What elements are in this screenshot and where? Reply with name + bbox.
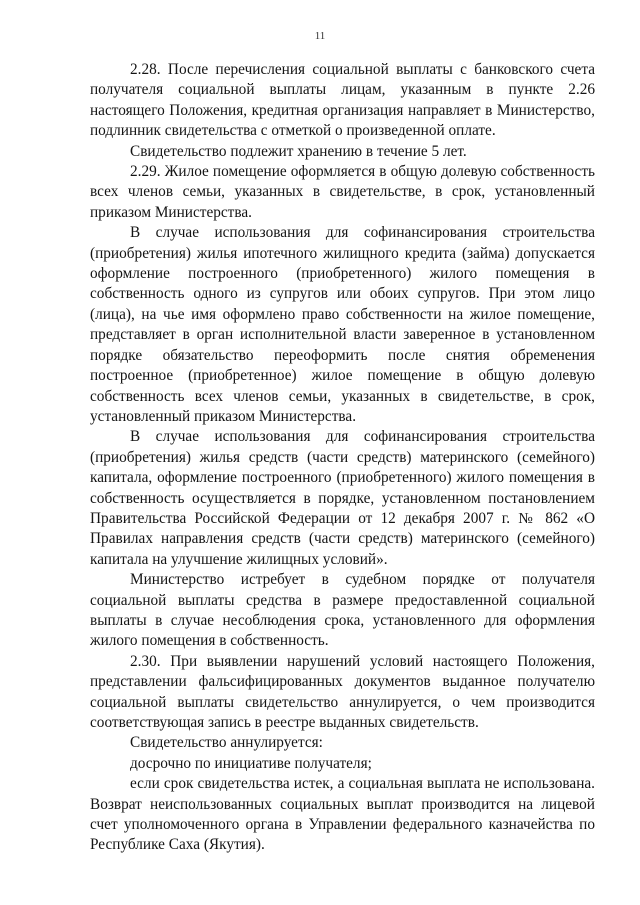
paragraph-annulment-heading: Свидетельство аннулируется: (130, 734, 323, 752)
paragraph-storage-period: Свидетельство подлежит хранению в течение 5 лет. (130, 142, 467, 160)
paragraph-annulment-early: досрочно по инициативе получателя; (130, 754, 372, 772)
page-number: 11 (314, 30, 326, 42)
paragraph-2-28: 2.28. После перечисления социальной выплаты с банковского счета получателя социальной выплаты лицам, указанным в пункте 2.26 настоящего Положения, кредитная организация направляет в Министерство, подлинник свидетельства с отметкой о произведенной оплате. (90, 61, 595, 140)
paragraph-2-30: 2.30. При выявлении нарушений условий настоящего Положения, представлении фальсифицированных документов выданное получателю социальной выплаты свидетельство аннулируется, о чем производится соответствующая запись в реестре выданных свидетельств. (90, 652, 595, 731)
paragraph-annulment-expired: если срок свидетельства истек, а социальная выплата не использована. Возврат неиспользованных социальных выплат производится на лицевой счет уполномоченного органа в Управлении федерального казначейства по Республике Саха (Якутия). (90, 775, 595, 854)
document-body (90, 60, 595, 856)
paragraph-2-29: 2.29. Жилое помещение оформляется в общую долевую собственность всех членов семьи, указанных в свидетельстве, в срок, установленный приказом Министерства. (90, 163, 595, 221)
paragraph-mortgage-case: В случае использования для софинансирования строительства (приобретения) жилья ипотечного жилищного кредита (займа) допускается оформление построенного (приобретенного) жилого помещения в собственность одного из супругов или обоих супругов. При этом лицо (лица), на чье имя оформлено право собственности на жилое помещение, представляет в орган исполнительной власти заверенное в установленном порядке обязательство переоформить после снятия обременения построенное (приобретенное) жилое помещение в общую долевую собственность всех членов семьи, указанных в свидетельстве, в срок, установленный приказом Министерства. (90, 224, 595, 425)
paragraph-ministry-recovery: Министерство истребует в судебном порядке от получателя социальной выплаты средства в размере предоставленной социальной выплаты в случае несоблюдения срока, установленного для оформления жилого помещения в собственность. (90, 571, 595, 650)
paragraph-maternity-capital-case: В случае использования для софинансирования строительства (приобретения) жилья средств (части средств) материнского (семейного) капитала, оформление построенного (приобретенного) жилого помещения в собственность осуществляется в порядке, установленном постановлением Правительства Российской Федерации от 12 декабря 2007 г. № 862 «О Правилах направления средств (части средств) материнского (семейного) капитала на улучшение жилищных условий». (90, 428, 595, 568)
